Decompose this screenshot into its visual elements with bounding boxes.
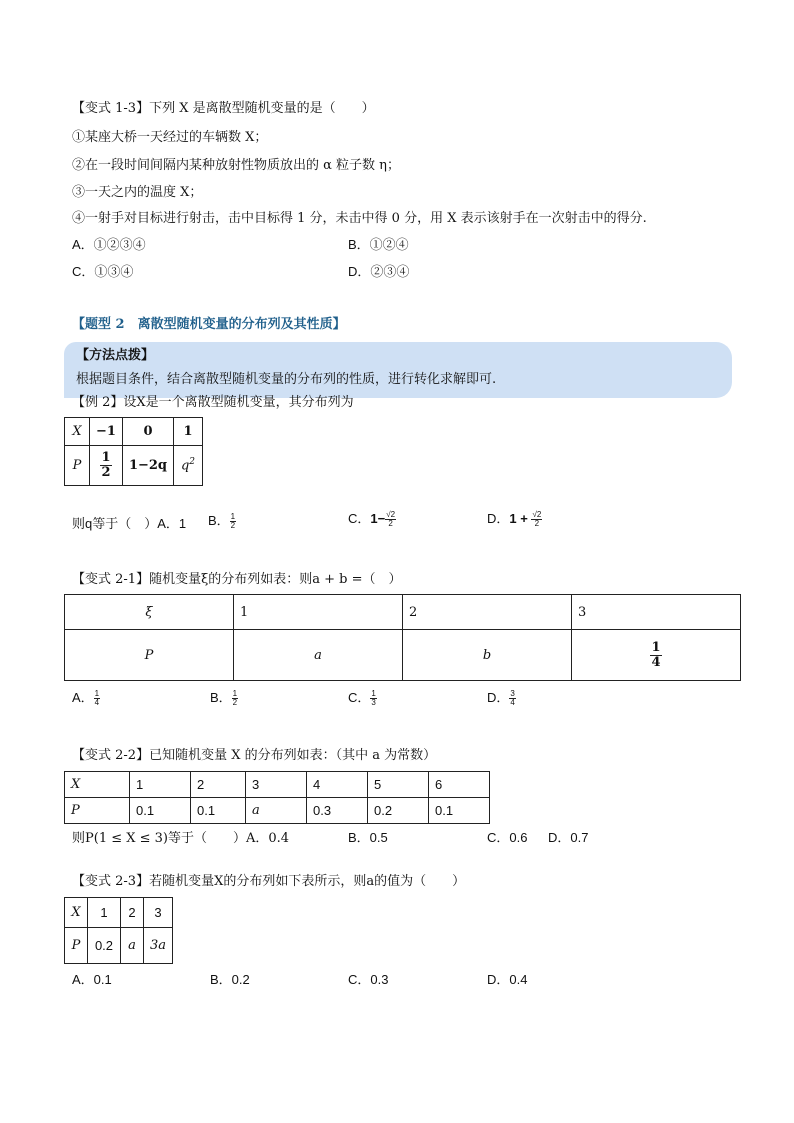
cell: 2 [121,898,144,928]
cell: 0.1 [429,798,490,824]
cell: 3 [246,772,307,798]
cell: a [234,630,403,681]
method-title: 【方法点拨】 [76,348,155,363]
cell: a [121,928,144,964]
variant-2-3-option-d: D．0.4 [487,972,528,987]
cell-quarter: $\frac{1}{4}$ [572,630,741,681]
cell: X [65,772,130,798]
section-title: 【题型 2 离散型随机变量的分布列及其性质】 [72,317,346,332]
example-2-table [64,417,203,486]
cell: P [65,798,130,824]
cell: 2 [403,595,572,630]
example-2-stem: 【例 2】设X是一个离散型随机变量，其分布列为 [72,395,354,410]
cell: 1 [174,418,203,446]
cell: P [65,630,234,681]
variant-2-2-option-b: B．0.5 [348,830,388,845]
variant-2-1-option-b: B． $\frac{1}{2}$ [210,688,238,708]
option-a: A．①②③④ [72,237,146,252]
cell: −1 [90,418,123,446]
example-2-answer-a: 则q等于（ ）A．1 [72,516,187,531]
cell-half: $\frac{1}{2}$ [90,446,123,486]
variant-2-1-option-d: D． $\frac{3}{4}$ [487,688,515,708]
cell: 4 [307,772,368,798]
variant-2-2-answer-a: 则P(1 ≤ X ≤ 3)等于（ ）A．0.4 [72,831,290,846]
variant-2-1-option-c: C． $\frac{1}{3}$ [348,688,376,708]
cell: 6 [429,772,490,798]
statement-4: ④一射手对目标进行射击，击中目标得 1 分，未击中得 0 分，用 X 表示该射手在一次射击中的得分. [72,211,647,226]
cell: X [65,418,90,446]
variant-2-1-table [64,594,741,681]
method-text: 根据题目条件，结合离散型随机变量的分布列的性质，进行转化求解即可. [76,372,497,387]
cell: 1 [234,595,403,630]
cell: 3 [144,898,173,928]
variant-2-2-table [64,771,490,824]
variant-2-3-option-c: C．0.3 [348,972,389,987]
question-stem-2-1: 【变式 2-1】随机变量ξ的分布列如表：则a + b =（ ） [72,572,402,587]
option-c: C．①③④ [72,264,134,279]
cell: a [246,798,307,824]
variant-2-3-option-b: B．0.2 [210,972,250,987]
cell: P [65,446,90,486]
statement-2: ②在一段时间间隔内某种放射性物质放出的 α 粒子数 η； [72,158,400,173]
question-stem-1-3: 【变式 1-3】下列 X 是离散型随机变量的是（ ） [72,101,375,116]
option-b: B．①②④ [348,237,409,252]
cell: X [65,898,88,928]
cell: 1 [88,898,121,928]
cell: 0.1 [130,798,191,824]
cell: 1−2q [123,446,174,486]
method-box [64,342,732,398]
cell: 0.2 [88,928,121,964]
cell: 0.2 [368,798,429,824]
cell: 3 [572,595,741,630]
cell: 1 [130,772,191,798]
cell: 0.1 [191,798,246,824]
cell: 5 [368,772,429,798]
cell: ξ [65,595,234,630]
question-stem-2-3: 【变式 2-3】若随机变量X的分布列如下表所示，则a的值为（ ） [72,874,466,889]
cell-q2: $q^2$ [174,446,203,486]
statement-1: ①某座大桥一天经过的车辆数 X； [72,130,268,145]
cell: 0 [123,418,174,446]
example-2-option-b: B． $\frac{1}{2}$ [208,511,236,531]
cell: 3a [144,928,173,964]
variant-2-1-option-a: A． $\frac{1}{4}$ [72,688,100,708]
cell: 0.3 [307,798,368,824]
variant-2-2-option-d: D．0.7 [548,830,589,845]
cell: P [65,928,88,964]
statement-3: ③一天之内的温度 X； [72,185,203,200]
option-d: D．②③④ [348,264,410,279]
variant-2-2-option-c: C．0.6 [487,830,528,845]
example-2-option-d: D．1 + $\frac{√2}{2}$ [487,509,542,529]
variant-2-3-option-a: A．0.1 [72,972,112,987]
question-stem-2-2: 【变式 2-2】已知随机变量 X 的分布列如表：（其中 a 为常数） [72,748,437,763]
example-2-option-c: C．1− $\frac{√2}{2}$ [348,509,396,529]
cell: 2 [191,772,246,798]
variant-2-3-table [64,897,173,964]
cell: b [403,630,572,681]
